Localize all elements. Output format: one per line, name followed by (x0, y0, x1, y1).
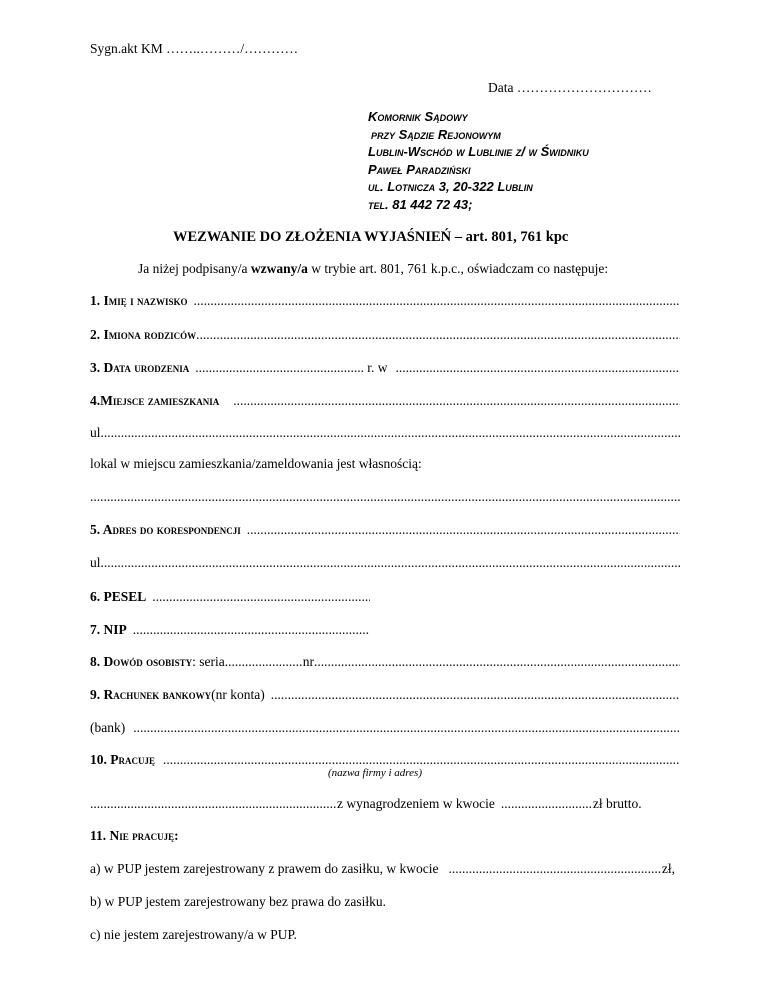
field-correspondence-street[interactable] (90, 555, 680, 573)
field-full-name-label: 1. Imię i nazwisko (90, 293, 188, 308)
field-nip-line[interactable] (127, 622, 370, 638)
bailiff-name: Paweł Paradziński (368, 161, 471, 177)
option-a[interactable] (90, 861, 675, 879)
field-employment-label: 10. Pracuję (90, 752, 155, 767)
bailiff-address (368, 108, 589, 214)
bailiff-court-location: Lublin-Wschód w Lublinie z/ w Świdniku (368, 144, 589, 160)
field-bank-account-label: 9. Rachunek bankowy (90, 687, 212, 702)
field-bank-account-paren: (nr konta) (211, 687, 265, 702)
intro-text-2: w trybie art. 801, 761 k.p.c., oświadczam co następuje: (307, 261, 609, 276)
field-ownership[interactable] (90, 489, 680, 507)
field-bank-account[interactable] (90, 687, 680, 705)
field-birth-place-label: r. w (367, 360, 388, 375)
field-correspondence-street-line[interactable] (104, 555, 680, 571)
field-correspondence-address-line[interactable] (241, 522, 680, 538)
bailiff-court: przy Sądzie Rejonowym (371, 126, 501, 142)
field-residence-street-label: ul. (90, 425, 104, 440)
document-title: WEZWANIE DO ZŁOŻENIA WYJAŚNIEŃ – art. 801, 761 kpc (173, 229, 569, 245)
field-parents-names-line[interactable] (196, 327, 680, 343)
field-bank-account-line[interactable] (265, 687, 680, 703)
field-birth-label: 3. Data urodzenia (90, 360, 190, 375)
ownership-question: lokal w miejscu zamieszkania/zameldowania jest własnością: (90, 456, 422, 471)
field-residence-label: 4.Miejsce zamieszkania (90, 393, 220, 408)
field-correspondence-address[interactable] (90, 522, 680, 540)
field-birth-date-line[interactable] (189, 360, 365, 376)
field-salary-currency: zł brutto. (592, 796, 642, 811)
field-salary-label: z wynagrodzeniem w kwocie (337, 796, 495, 811)
intro-bold: wzwany/a (250, 261, 308, 276)
field-nip-label: 7. NIP (90, 622, 127, 637)
intro-statement (138, 261, 608, 277)
field-pesel-label: 6. PESEL (90, 589, 147, 604)
field-id-card-number-line[interactable] (314, 654, 680, 670)
field-id-card-series-line[interactable] (225, 654, 303, 670)
field-residence[interactable] (90, 393, 680, 411)
intro-text-1: Ja niżej podpisany/a (138, 261, 251, 276)
option-b: b) w PUP jestem zarejestrowany bez prawa do zasiłku. (90, 894, 387, 909)
field-pesel-line[interactable] (146, 589, 370, 605)
date-line: Data ………………………… (488, 80, 652, 95)
field-pesel[interactable] (90, 589, 370, 607)
field-parents-names-label: 2. Imiona rodziców (90, 327, 197, 342)
field-id-card-number-label: nr (302, 654, 315, 669)
unemployed-heading: 11. Nie pracuję: (90, 828, 179, 843)
field-correspondence-street-label: ul. (90, 555, 104, 570)
field-residence-line[interactable] (219, 393, 680, 409)
field-birth-place-line[interactable] (390, 360, 680, 376)
field-bank-name[interactable] (90, 720, 680, 738)
field-residence-street-line[interactable] (104, 425, 680, 441)
field-salary-amount-line[interactable] (495, 796, 593, 812)
field-id-card-label: 8. Dowód osobisty (90, 654, 193, 669)
field-id-card-series-label: : seria (192, 654, 225, 669)
option-c: c) nie jestem zarejestrowany/a w PUP. (90, 927, 297, 942)
bailiff-phone: tel. 81 442 72 43; (368, 196, 473, 212)
field-salary-prefix-line[interactable] (90, 796, 337, 812)
field-birth[interactable] (90, 360, 680, 378)
field-full-name-line[interactable] (188, 293, 680, 309)
employment-caption: (nazwa firmy i adres) (328, 767, 423, 779)
field-employment-line[interactable] (155, 752, 680, 768)
field-correspondence-address-label: 5. Adres do korespondencji (90, 522, 241, 537)
option-a-text: a) w PUP jestem zarejestrowany z prawem do zasiłku, w kwocie (90, 861, 439, 876)
field-salary[interactable] (90, 796, 680, 814)
case-signature: Sygn.akt KM ……..………/………… (90, 41, 299, 56)
field-nip[interactable] (90, 622, 370, 640)
field-bank-name-label: (bank) (90, 720, 126, 735)
option-a-currency: zł, (661, 861, 675, 876)
field-parents-names[interactable] (90, 327, 680, 345)
field-bank-name-line[interactable] (125, 720, 680, 736)
field-ownership-line[interactable] (90, 489, 680, 505)
bailiff-title: Komornik Sądowy (368, 109, 468, 124)
field-residence-street[interactable] (90, 425, 680, 443)
field-id-card[interactable] (90, 654, 680, 672)
field-full-name[interactable] (90, 293, 680, 311)
option-a-amount-line[interactable] (439, 861, 662, 877)
bailiff-street: ul. Lotnicza 3, 20-322 Lublin (368, 179, 533, 195)
